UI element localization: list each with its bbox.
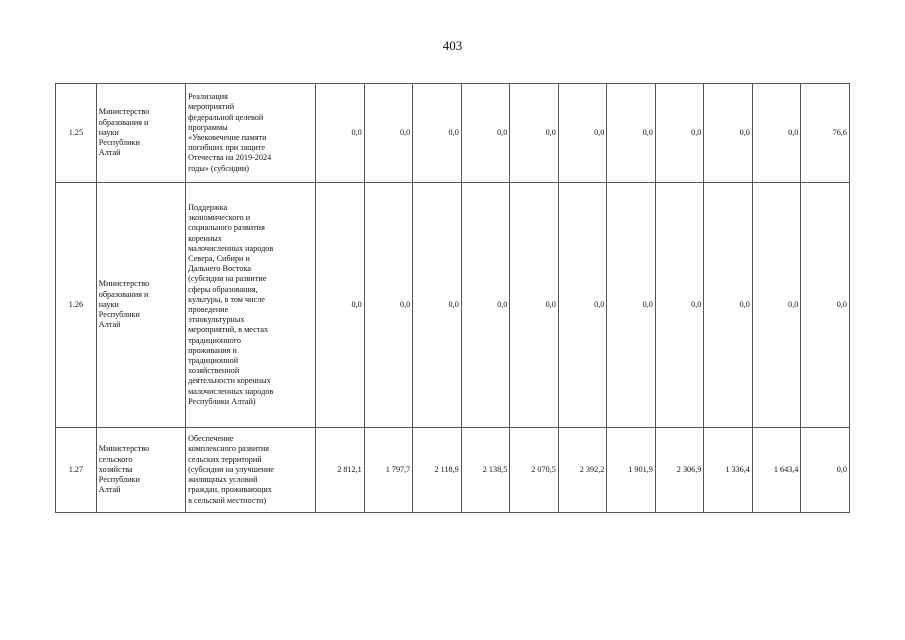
value-cell: 1 643,4 <box>752 428 801 513</box>
value-cell: 2 306,9 <box>655 428 704 513</box>
value-cell: 1 901,9 <box>607 428 656 513</box>
table-row <box>56 428 850 513</box>
value-cell: 0,0 <box>704 183 753 428</box>
table-row <box>56 183 850 428</box>
value-cell: 2 812,1 <box>316 428 365 513</box>
value-cell: 76,6 <box>801 84 850 183</box>
value-cell: 0,0 <box>413 84 462 183</box>
value-cell: 0,0 <box>413 183 462 428</box>
value-cell: 0,0 <box>316 84 365 183</box>
event-cell: Поддержка экономического и социального развития коренных малочисленных народов Севера, Сибири и Дальнего Востока (субсидии на развитие сферы образования, культуры, в том числе проведение этнокультурных мероприятий, в местах традиционного проживания и традиционной хозяйственной деятельности коренных малочисленных народов Республики Алтай) <box>186 183 316 428</box>
value-cell: 0,0 <box>607 183 656 428</box>
value-cell: 0,0 <box>704 84 753 183</box>
value-cell: 0,0 <box>364 84 413 183</box>
page-number: 403 <box>442 38 463 53</box>
row-number: 1.27 <box>56 428 97 513</box>
value-cell: 0,0 <box>752 84 801 183</box>
row-number: 1.26 <box>56 183 97 428</box>
table-row <box>56 84 850 183</box>
value-cell: 2 138,5 <box>461 428 510 513</box>
value-cell: 0,0 <box>510 183 559 428</box>
row-number: 1.25 <box>56 84 97 183</box>
value-cell: 0,0 <box>364 183 413 428</box>
value-cell: 0,0 <box>655 183 704 428</box>
value-cell: 2 070,5 <box>510 428 559 513</box>
value-cell: 0,0 <box>752 183 801 428</box>
ministry-cell: Министерство образования и науки Республики Алтай <box>96 84 185 183</box>
value-cell: 0,0 <box>461 84 510 183</box>
value-cell: 0,0 <box>461 183 510 428</box>
value-cell: 0,0 <box>607 84 656 183</box>
value-cell: 0,0 <box>801 183 850 428</box>
value-cell: 1 336,4 <box>704 428 753 513</box>
ministry-cell: Министерство сельского хозяйства Республики Алтай <box>96 428 185 513</box>
value-cell: 0,0 <box>655 84 704 183</box>
budget-table <box>55 83 850 513</box>
event-cell: Обеспечение комплексного развития сельских территорий (субсидии на улучшение жилищных условий граждан, проживающих в сельской местности) <box>186 428 316 513</box>
value-cell: 2 392,2 <box>558 428 607 513</box>
ministry-cell: Министерство образования и науки Республики Алтай <box>96 183 185 428</box>
event-cell: Реализация мероприятий федеральной целевой программы «Увековечение памяти погибших при защите Отечества на 2019-2024 годы» (субсидии) <box>186 84 316 183</box>
value-cell: 0,0 <box>801 428 850 513</box>
value-cell: 2 118,9 <box>413 428 462 513</box>
value-cell: 1 797,7 <box>364 428 413 513</box>
value-cell: 0,0 <box>316 183 365 428</box>
value-cell: 0,0 <box>510 84 559 183</box>
value-cell: 0,0 <box>558 183 607 428</box>
value-cell: 0,0 <box>558 84 607 183</box>
